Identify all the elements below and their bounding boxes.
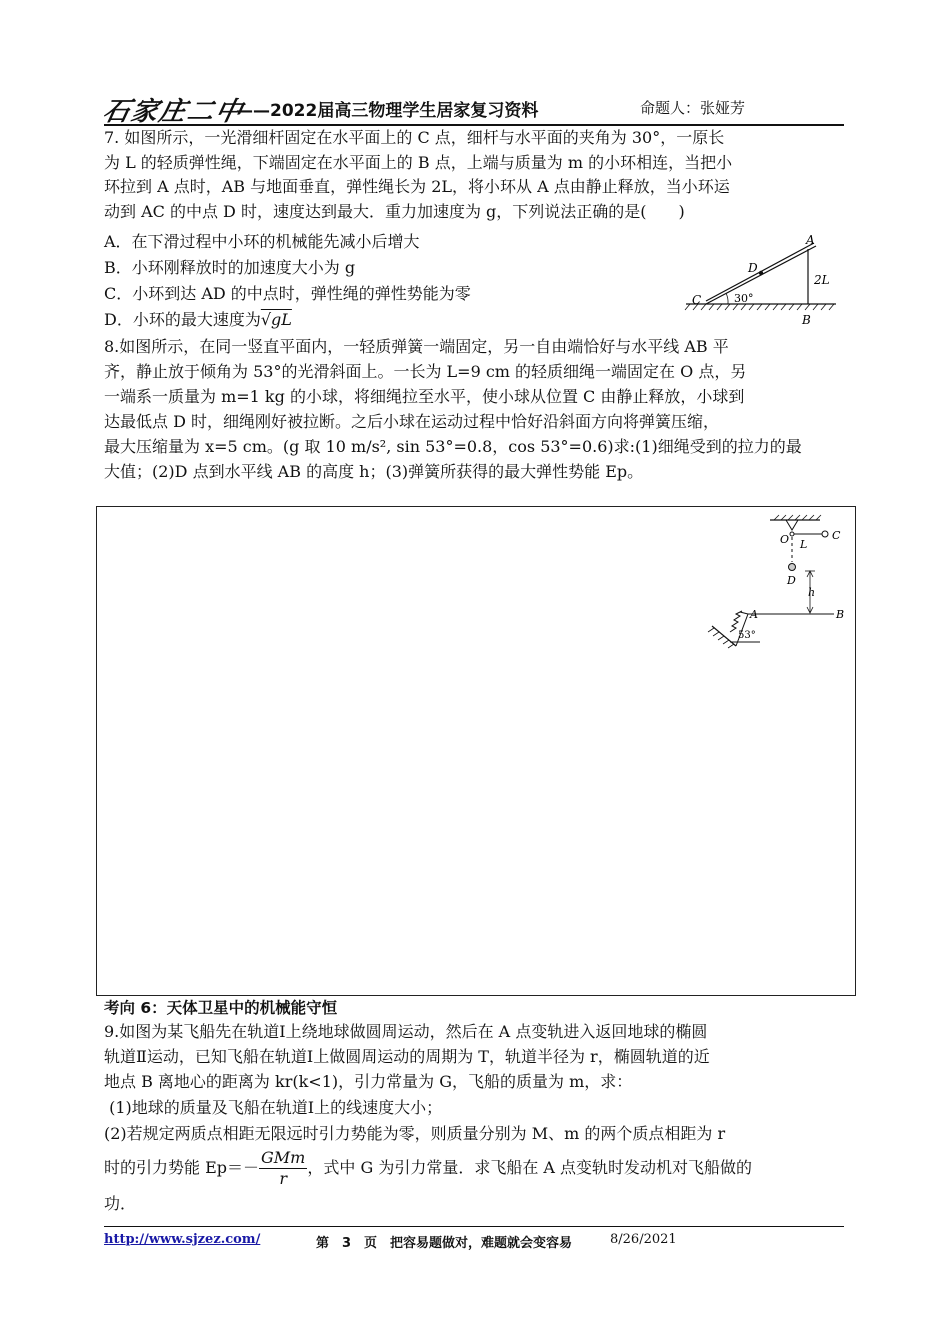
q7-option-b: B．小环刚释放时的加速度大小为 g	[104, 258, 356, 277]
q8-fig-label-h: h	[808, 586, 816, 599]
q7-line2: 为 L 的轻质弹性绳，下端固定在水平面上的 B 点，上端与质量为 m 的小环相连，当把小	[104, 153, 733, 172]
q8-line2: 齐，静止放于倾角为 53°的光滑斜面上。一长为 L=9 cm 的轻质细绳一端固定在 O 点，另	[104, 362, 747, 381]
q8-figure	[700, 514, 850, 674]
q8-fig-label-a: A	[750, 608, 758, 621]
q9-line7: 功．	[104, 1194, 137, 1213]
q8-fig-label-angle: 53°	[738, 630, 756, 641]
q8-fig-label-o: O	[780, 533, 790, 546]
q7-option-d-label: D．小环的最大速度为	[104, 310, 261, 329]
q7-option-d	[104, 308, 292, 332]
q8-fig-label-c: C	[832, 529, 841, 542]
q7-fig-label-c: C	[692, 293, 702, 307]
q7-fig-label-a: A	[806, 233, 815, 247]
footer-page-info: 第 3 页 把容易题做对，难题就会变容易	[316, 1236, 573, 1251]
q8-fig-label-b: B	[836, 608, 845, 621]
q7-line4: 动到 AC 的中点 D 时，速度达到最大．重力加速度为 g，下列说法正确的是( )	[104, 202, 685, 221]
q7-fig-label-angle: 30°	[734, 292, 754, 305]
q9-line3: 地点 B 离地心的距离为 kr(k<1)，引力常量为 G，飞船的质量为 m，求：	[104, 1072, 633, 1091]
q9-line2: 轨道Ⅱ运动，已知飞船在轨道Ⅰ上做圆周运动的周期为 T，轨道半径为 r，椭圆轨道的近	[104, 1047, 710, 1066]
q8-line6: 大值；(2)D 点到水平线 AB 的高度 h；(3)弹簧所获得的最大弹性势能 Ep。	[104, 462, 644, 481]
q9-line4: (1)地球的质量及飞船在轨道Ⅰ上的线速度大小；	[104, 1098, 443, 1117]
q9-fraction	[259, 1148, 307, 1189]
section-6-title: 考向 6：天体卫星中的机械能守恒	[104, 999, 338, 1017]
footer-rule	[104, 1226, 844, 1227]
school-logo: 石家庄二中	[100, 97, 247, 127]
q7-fig-label-d: D	[748, 261, 758, 275]
q7-line3: 环拉到 A 点时，AB 与地面垂直，弹性绳长为 2L，将小环从 A 点由静止释放，当小环运	[104, 177, 730, 196]
q8-fig-label-l: L	[800, 538, 808, 551]
q7-fig-label-len: 2L	[814, 273, 830, 287]
q7-option-c: C．小环到达 AD 的中点时，弹性绳的弹性势能为零	[104, 284, 471, 303]
q9-frac-den: r	[279, 1169, 288, 1188]
author: 命题人：张娅芳	[640, 99, 746, 117]
q7-line1: 7. 如图所示，一光滑细杆固定在水平面上的 C 点，细杆与水平面的夹角为 30°，一原长	[104, 128, 725, 147]
q7-fig-label-b: B	[802, 313, 811, 327]
q9-line6-pre: 时的引力势能 Ep＝－	[104, 1158, 260, 1177]
q8-line3: 一端系一质量为 m=1 kg 的小球，将细绳拉至水平，使小球从位置 C 由静止释放，小球到	[104, 387, 745, 406]
q7-figure	[676, 232, 846, 328]
q8-line5: 最大压缩量为 x=5 cm。(g 取 10 m/s², sin 53°=0.8，cos 53°=0.6)求:(1)细绳受到的拉力的最	[104, 437, 802, 456]
document-title: ——2022届高三物理学生居家复习资料	[236, 101, 539, 121]
q9-frac-num: GMm	[261, 1148, 306, 1167]
q9-line1: 9.如图为某飞船先在轨道Ⅰ上绕地球做圆周运动，然后在 A 点变轨进入返回地球的椭圆	[104, 1022, 708, 1041]
q9-line6-post: ，式中 G 为引力常量．求飞船在 A 点变轨时发动机对飞船做的	[307, 1158, 753, 1177]
footer-url-link[interactable]: http://www.sjzez.com/	[104, 1232, 261, 1247]
q7-option-d-math: √gL	[260, 310, 292, 329]
footer-date: 8/26/2021	[610, 1232, 677, 1247]
q8-fig-label-d: D	[787, 574, 796, 587]
q9-line6	[104, 1146, 846, 1190]
q8-line4: 达最低点 D 时，细绳刚好被拉断。之后小球在运动过程中恰好沿斜面方向将弹簧压缩，	[104, 412, 720, 431]
q7-option-a: A．在下滑过程中小环的机械能先减小后增大	[104, 232, 420, 251]
q8-line1: 8.如图所示，在同一竖直平面内，一轻质弹簧一端固定，另一自由端恰好与水平线 AB 平	[104, 337, 729, 356]
q9-line5: (2)若规定两质点相距无限远时引力势能为零，则质量分别为 M、m 的两个质点相距为 r	[104, 1124, 726, 1143]
